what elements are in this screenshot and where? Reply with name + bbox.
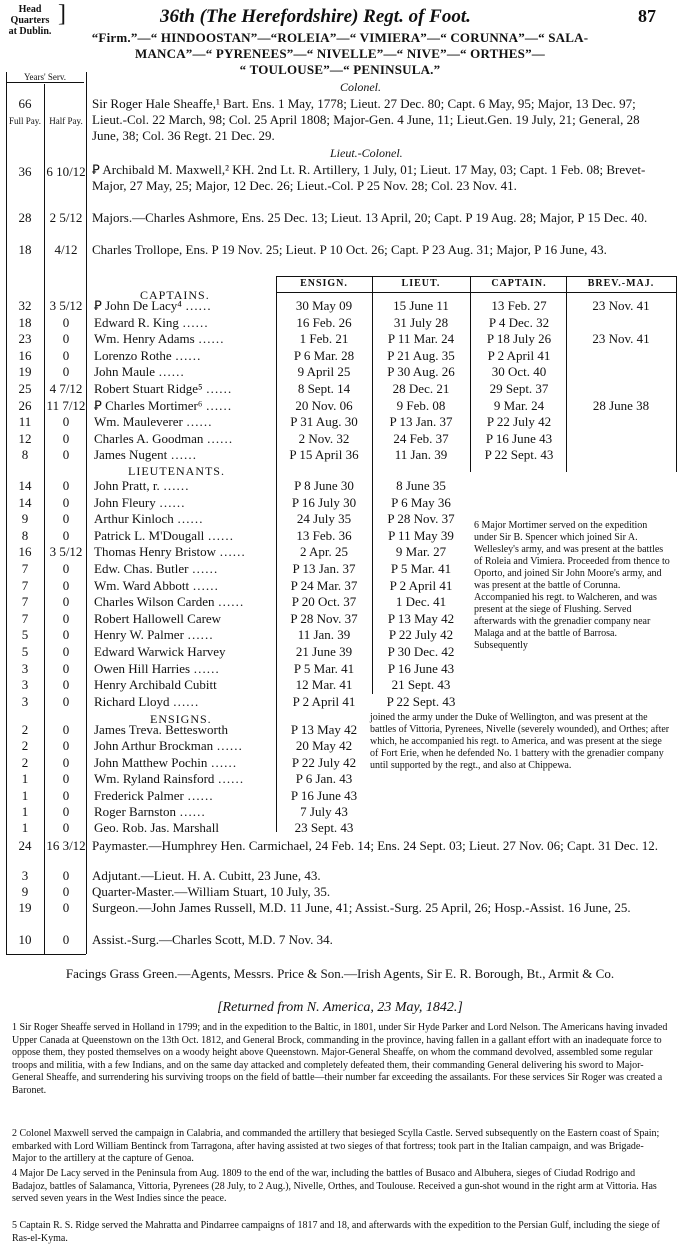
half-pay-years: 0 (62, 771, 70, 787)
officer-name: Henry W. Palmer …… (94, 627, 214, 643)
half-pay-years: 0 (62, 527, 70, 543)
major-half-pay: 2 5/12 (49, 210, 83, 225)
officer-name: Robert Hallowell Carew (94, 610, 222, 626)
table-rule (276, 292, 676, 293)
full-pay-years: 23 (18, 331, 32, 347)
table-row (0, 414, 680, 431)
half-pay-years: 0 (62, 722, 70, 737)
officer-name: Wm. Henry Adams …… (94, 331, 224, 347)
captain-date: P 16 June 43 (485, 430, 553, 446)
full-pay-years: 14 (18, 478, 32, 493)
ensign-date: P 2 April 41 (292, 693, 356, 709)
half-pay-years: 0 (62, 804, 70, 819)
colonel-entry: Sir Roger Hale Sheaffe,¹ Bart. Ens. 1 May, 1778; Lieut. 27 Dec. 80; Capt. 6 May, 95; Major, 13 Dec. 97; Lieut.-Col. 22 March, 98; Col. 25 April 1808; Major-Gen. 4 June, 11; Lieut.Gen. 19 July, 21; General, 28 June, 38; Col. 36 Regt. 21 Dec. 29. (92, 96, 640, 143)
full-pay-years: 32 (18, 298, 32, 313)
half-pay-years: 0 (62, 594, 70, 610)
table-row (0, 820, 680, 837)
ensign-date: 2 Nov. 32 (298, 430, 350, 446)
lieut-date: 28 Dec. 21 (392, 381, 450, 396)
full-pay-years: 12 (18, 430, 32, 446)
ensign-date: 21 June 39 (295, 644, 353, 659)
officer-name: James Nugent …… (94, 447, 197, 463)
ensign-date: P 13 May 42 (290, 722, 358, 737)
ensign-date: P 22 July 42 (291, 754, 357, 770)
lieut-date: P 28 Nov. 37 (387, 511, 455, 527)
footnote-5: 5 Captain R. S. Ridge served the Mahratta and Pindarree campaigns of 1817 and 18, and afterwards with the expedition to the Persian Gulf, including the siege of Ras-el-Kyma. (12, 1220, 660, 1244)
full-pay-years: 2 (21, 738, 29, 754)
officer-name: Richard Lloyd …… (94, 693, 199, 709)
staff-entry: Quarter-Master.—William Stuart, 10 July, 35. (92, 884, 331, 899)
officer-name: Owen Hill Harries …… (94, 660, 220, 676)
table-row (0, 788, 680, 805)
major-entry: Charles Trollope, Ens. P 19 Nov. 25; Lieut. P 10 Oct. 26; Capt. P 23 Aug. 31; Major, P 16 June, 43. (92, 242, 607, 257)
officer-name: Patrick L. M'Dougall …… (94, 527, 234, 543)
page-number: 87 (638, 6, 656, 26)
table-row (0, 364, 680, 381)
table-row (0, 694, 680, 711)
lieut-date: 31 July 28 (393, 314, 449, 330)
ensign-column-header: ENSIGN. (300, 278, 348, 289)
lieut-date: P 11 Mar. 24 (387, 331, 455, 347)
ensign-date: 2 Apr. 25 (299, 544, 349, 560)
ensign-date: 13 Feb. 36 (296, 527, 352, 543)
full-pay-years: 16 (18, 544, 32, 560)
officer-name: Frederick Palmer …… (94, 787, 214, 803)
half-pay-years: 0 (62, 478, 70, 493)
lieut-date: P 30 Aug. 26 (387, 364, 455, 380)
colonel-label: Colonel. (340, 80, 381, 94)
ensigns-heading: ENSIGNS. (150, 712, 212, 726)
captain-date: P 4 Dec. 32 (488, 314, 550, 330)
lt-colonel-label: Lieut.-Colonel. (330, 146, 403, 160)
ensign-date: P 31 Aug. 30 (290, 414, 358, 430)
lieut-date: 9 Feb. 08 (396, 397, 446, 413)
lt-colonel-full-pay: 36 (18, 164, 32, 179)
returned-note: [Returned from N. America, 23 May, 1842.] (217, 1000, 463, 1015)
full-pay-years: 5 (21, 627, 29, 643)
captain-date: P 22 Sept. 43 (484, 447, 554, 463)
half-pay-years: 0 (62, 314, 70, 330)
lieut-date: 8 June 35 (396, 478, 446, 493)
full-pay-years: 3 (21, 868, 29, 883)
officer-name: Charles A. Goodman …… (94, 430, 233, 446)
full-pay-years: 11 (18, 414, 32, 430)
footnote-4: 4 Major De Lacy served in the Peninsula from Aug. 1809 to the end of the war, including the battles of Busaco and Albuhera, sieges of Ciudad Rodrigo and Badajoz, battles of Salamanca, Vittoria, Pyrenees (28 July, to 2 Aug.), Nivelle, Orthes, and Toulouse. Received a gun-shot wound in the right arm at Vittoria. Has served seven years in the West Indies since the peace. (12, 1168, 657, 1204)
half-pay-years: 0 (62, 511, 70, 527)
half-pay-years: 0 (62, 331, 70, 347)
half-pay-years: 0 (62, 932, 70, 947)
table-row (0, 431, 680, 448)
half-pay-years: 0 (62, 820, 70, 836)
lieut-date: 21 Sept. 43 (391, 677, 451, 693)
half-pay-years: 0 (62, 414, 70, 430)
full-pay-years: 16 (18, 347, 32, 363)
lieut-date: 9 Mar. 27 (395, 544, 447, 560)
officer-name: Wm. Mauleverer …… (94, 414, 213, 430)
full-pay-years: 5 (21, 644, 29, 659)
ensign-date: P 20 Oct. 37 (291, 594, 357, 610)
table-row (0, 315, 680, 332)
ensign-date: 20 May 42 (295, 738, 353, 754)
lieut-date: 1 Dec. 41 (395, 594, 447, 610)
full-pay-years: 8 (21, 447, 29, 463)
half-pay-header: Half Pay. (49, 116, 83, 126)
full-pay-years: 3 (21, 660, 29, 676)
staff-entry: Paymaster.—Humphrey Hen. Carmichael, 24 Feb. 14; Ens. 24 Sept. 03; Lieut. 27 Nov. 06; Capt. 31 Dec. 12. (92, 838, 659, 853)
ensign-date: P 13 Jan. 37 (292, 561, 356, 576)
table-row (0, 478, 680, 495)
lt-colonel-half-pay: 6 10/12 (46, 164, 86, 179)
half-pay-years: 0 (62, 610, 70, 626)
ensign-date: P 28 Nov. 37 (290, 610, 358, 626)
half-pay-years: 0 (62, 430, 70, 446)
colonel-full-pay: 66 (18, 96, 32, 111)
full-pay-years: 19 (18, 900, 32, 915)
bracket: ] (58, 1, 66, 27)
captain-date: P 18 July 26 (486, 331, 552, 347)
half-pay-years: 0 (62, 644, 70, 659)
captains-heading: CAPTAINS. (140, 288, 210, 302)
full-pay-years: 7 (21, 594, 29, 610)
full-pay-years: 2 (21, 754, 29, 770)
years-service-header: Years' Serv. (6, 72, 84, 83)
lieut-date: 11 Jan. 39 (394, 447, 448, 463)
table-row (0, 447, 680, 464)
full-pay-years: 7 (21, 577, 29, 593)
captain-column-header: CAPTAIN. (491, 278, 547, 289)
officer-name: John Maule …… (94, 364, 185, 380)
full-pay-years: 1 (21, 804, 29, 819)
honours-line: MANCA”—“ PYRENEES”—“ NIVELLE”—“ NIVE”—“ ORTHES”— (134, 46, 546, 61)
half-pay-years: 11 7/12 (46, 397, 86, 413)
half-pay-years: 0 (62, 577, 70, 593)
lieut-date: P 11 May 39 (388, 527, 454, 543)
footnote-1: 1 Sir Roger Sheaffe served in Holland in 1799; and in the expedition to the Baltic, in 1801, under Sir Hyde Parker and Lord Nelson. The Americans having invaded Upper Canada at Queenstown on the 13th Oct. 1812, and General Brock, commanding in the province, having fallen in a gallant effort with an inadequate force to oppose them, they posted themselves on a woody height above Queenstown. Major-General Sheaffe, on whom the command devolved, assembled some regular troops and militia, with a few Indians, and on the same day attacked and completely defeated them, their commanding General delivering his sword to Major-General Sheaffe, and surrendering his surviving troops on the field of battle—their number far exceeding the assailants. For these services Sir Roger was created a Baronet. (12, 1022, 668, 1096)
half-pay-years: 0 (62, 447, 70, 463)
lt-colonel-entry: Ꝑ Archibald M. Maxwell,² KH. 2nd Lt. R. Artillery, 1 July, 01; Lieut. 17 May, 03; Capt. 1 Feb. 08; Brevet-Major, 27 May, 25; Major, 12 Dec. 26; Lieut.-Col. P 25 Nov. 28; Col. 23 Nov. 41. (92, 162, 646, 193)
full-pay-years: 7 (21, 610, 29, 626)
lieut-date: P 22 Sept. 43 (386, 693, 456, 709)
half-pay-years: 0 (62, 738, 70, 754)
full-pay-years: 1 (21, 787, 29, 803)
lieut-date: 15 June 11 (393, 298, 449, 313)
table-row (0, 381, 680, 398)
ensign-date: P 6 Jan. 43 (295, 771, 353, 787)
ensign-date: 1 Feb. 21 (299, 331, 349, 347)
lieut-date: P 13 May 42 (387, 610, 455, 626)
footnote-6-wide: joined the army under the Duke of Wellington, and was present at the battles of Vittoria, Pyrenees, Nivelle (severely wounded), and Orthes; after which, he accompanied his regt. to America, and was present at the siege of Fort Erie, when he defended No. 1 battery with the grenadier company until supported by the regt., and also at Chippewa. (370, 712, 670, 771)
full-pay-header: Full Pay. (9, 116, 41, 126)
half-pay-years: 0 (62, 693, 70, 709)
full-pay-years: 3 (21, 677, 29, 693)
lieut-date: P 5 Mar. 41 (390, 561, 452, 576)
full-pay-years: 14 (18, 494, 32, 510)
table-row (0, 298, 680, 315)
lieut-date: P 16 June 43 (387, 660, 455, 676)
captain-date: P 2 April 41 (487, 347, 551, 363)
page-title: 36th (The Herefordshire) Regt. of Foot. (160, 6, 471, 27)
half-pay-years: 0 (62, 787, 70, 803)
ensign-date: P 8 June 30 (294, 478, 354, 493)
table-row (0, 348, 680, 365)
major-full-pay: 18 (18, 242, 32, 257)
ensign-date: P 16 July 30 (291, 494, 357, 510)
table-row (0, 661, 680, 678)
half-pay-years: 3 5/12 (49, 298, 83, 313)
table-row (0, 677, 680, 694)
officer-name: Edw. Chas. Butler …… (94, 561, 218, 576)
lieut-date: 24 Feb. 37 (393, 430, 449, 446)
ensign-date: 12 Mar. 41 (295, 677, 353, 693)
full-pay-years: 1 (21, 771, 29, 787)
ensign-date: 23 Sept. 43 (294, 820, 354, 836)
officer-name: John Pratt, r. …… (94, 478, 189, 493)
brevet-major-date: 23 Nov. 41 (592, 298, 650, 313)
half-pay-years: 0 (62, 868, 70, 883)
officer-name: Edward R. King …… (94, 314, 209, 330)
officer-name: Thomas Henry Bristow …… (94, 544, 246, 560)
honours-line: “ TOULOUSE”—“ PENINSULA.” (239, 62, 441, 77)
table-row (0, 771, 680, 788)
full-pay-years: 9 (21, 511, 29, 527)
full-pay-years: 9 (21, 884, 29, 899)
table-row (0, 398, 680, 415)
lieut-date: P 13 Jan. 37 (389, 414, 453, 430)
table-row (0, 495, 680, 512)
major-full-pay: 28 (18, 210, 32, 225)
ensign-date: 24 July 35 (296, 511, 352, 527)
ensign-date: P 5 Mar. 41 (293, 660, 355, 676)
half-pay-years: 0 (62, 884, 70, 899)
table-rule (276, 276, 676, 277)
table-rule (6, 954, 86, 955)
facings-agents: Facings Grass Green.—Agents, Messrs. Price & Son.—Irish Agents, Sir E. R. Borough, Bt., Armit & Co. (65, 966, 615, 981)
officer-name: Wm. Ryland Rainsford …… (94, 771, 244, 787)
full-pay-years: 1 (21, 820, 29, 836)
officer-name: Wm. Ward Abbott …… (94, 577, 219, 593)
lieut-date: P 30 Dec. 42 (387, 644, 455, 659)
half-pay-years: 0 (62, 561, 70, 576)
lieut-date: P 22 July 42 (388, 627, 454, 643)
ensign-date: P 16 June 43 (290, 787, 358, 803)
lieut-date: P 6 May 36 (391, 494, 451, 510)
officer-name: Edward Warwick Harvey (94, 644, 226, 659)
brevet-major-date: 28 June 38 (592, 397, 650, 413)
half-pay-years: 0 (62, 494, 70, 510)
brevet-major-column-header: BREV.-MAJ. (587, 278, 655, 289)
honours-line: “Firm.”—“ HINDOOSTAN”—“ROLEIA”—“ VIMIERA”—“ CORUNNA”—“ SALA- (91, 30, 589, 45)
half-pay-years: 4 7/12 (49, 381, 83, 396)
ensign-date: 11 Jan. 39 (297, 627, 351, 643)
officer-name: Charles Wilson Carden …… (94, 594, 244, 610)
officer-name: Arthur Kinloch …… (94, 511, 204, 527)
full-pay-years: 3 (21, 693, 29, 709)
full-pay-years: 25 (18, 381, 32, 396)
lieut-date: P 2 April 41 (389, 577, 453, 593)
officer-name: John Matthew Pochin …… (94, 754, 237, 770)
table-row (0, 331, 680, 348)
officer-name: Henry Archibald Cubitt (94, 677, 217, 693)
captain-date: P 22 July 42 (486, 414, 552, 430)
ensign-date: 16 Feb. 26 (296, 314, 352, 330)
ensign-date: 8 Sept. 14 (297, 381, 351, 396)
full-pay-years: 2 (21, 722, 29, 737)
half-pay-years: 0 (62, 677, 70, 693)
major-half-pay: 4/12 (54, 242, 78, 257)
full-pay-years: 26 (18, 397, 32, 413)
footnote-2: 2 Colonel Maxwell served the campaign in Calabria, and commanded the artillery that besieged Scylla Castle. Served subsequently on the Eastern coast of Spain; embarked with Lord William Bentinck from Tarragona, after having assisted at two sieges of that fortress; took part in the Italian campaign, and was Brigade-Major to the artillery at the capture of Genoa. (12, 1128, 660, 1164)
full-pay-years: 19 (18, 364, 32, 380)
footnote-6-narrow: 6 Major Mortimer served on the expedition under Sir B. Spencer which joined Sir A. Wellesley's army, and was present at the battles of Roleia and Vimiera. Proceeded from thence to Oporto, and joined Sir John Moore's army, and was present at the battle of Corunna. Accompanied his regt. to Walcheren, and was present at the siege of Flushing. Served afterwards with the grenadier company near Malaga and at the battle of Barrosa. Subsequently (474, 520, 670, 651)
ensign-date: P 15 April 36 (289, 447, 359, 463)
staff-entry: Adjutant.—Lieut. H. A. Cubitt, 23 June, 43. (92, 868, 321, 883)
captain-date: 30 Oct. 40 (491, 364, 547, 380)
half-pay-years: 3 5/12 (49, 544, 83, 560)
officer-name: Lorenzo Rothe …… (94, 347, 201, 363)
half-pay-years: 16 3/12 (46, 838, 86, 853)
major-entry: Majors.—Charles Ashmore, Ens. 25 Dec. 13; Lieut. 13 April, 20; Capt. P 19 Aug. 28; Major, P 15 Dec. 40. (92, 210, 648, 225)
half-pay-years: 0 (62, 754, 70, 770)
full-pay-years: 10 (18, 932, 32, 947)
officer-name: John Fleury …… (94, 494, 185, 510)
officer-name: Robert Stuart Ridge⁵ …… (94, 381, 232, 396)
ensign-date: P 24 Mar. 37 (290, 577, 358, 593)
headquarters-label: Head Quarters at Dublin. (8, 4, 52, 37)
lieutenants-heading: LIEUTENANTS. (128, 464, 225, 478)
officer-name: Roger Barnston …… (94, 804, 206, 819)
captain-date: 9 Mar. 24 (493, 397, 545, 413)
full-pay-years: 18 (18, 314, 32, 330)
half-pay-years: 0 (62, 364, 70, 380)
brevet-major-date: 23 Nov. 41 (592, 331, 650, 347)
officer-name: Ꝑ Charles Mortimer⁶ …… (94, 397, 232, 413)
ensign-date: 9 April 25 (297, 364, 351, 380)
staff-entry: Surgeon.—John James Russell, M.D. 11 June, 41; Assist.-Surg. 25 April, 26; Hosp.-Assist. 16 June, 25. (92, 900, 631, 915)
half-pay-years: 0 (62, 660, 70, 676)
table-row (0, 804, 680, 821)
captain-date: 29 Sept. 37 (489, 381, 549, 396)
officer-name: Ꝑ John De Lacy⁴ …… (94, 298, 212, 313)
lieut-column-header: LIEUT. (401, 278, 441, 289)
captain-date: 13 Feb. 27 (491, 298, 547, 313)
ensign-date: P 6 Mar. 28 (293, 347, 355, 363)
ensign-date: 20 Nov. 06 (295, 397, 353, 413)
half-pay-years: 0 (62, 347, 70, 363)
lieut-date: P 21 Aug. 35 (387, 347, 455, 363)
full-pay-years: 7 (21, 561, 29, 576)
ensign-date: 30 May 09 (295, 298, 353, 313)
officer-name: John Arthur Brockman …… (94, 738, 243, 754)
officer-name: James Treva. Bettesworth (94, 722, 228, 737)
full-pay-years: 8 (21, 527, 29, 543)
officer-name: Geo. Rob. Jas. Marshall (94, 820, 219, 836)
half-pay-years: 0 (62, 627, 70, 643)
full-pay-years: 24 (18, 838, 32, 853)
staff-entry: Assist.-Surg.—Charles Scott, M.D. 7 Nov. 34. (92, 932, 333, 947)
half-pay-years: 0 (62, 900, 70, 915)
ensign-date: 7 July 43 (300, 804, 348, 819)
